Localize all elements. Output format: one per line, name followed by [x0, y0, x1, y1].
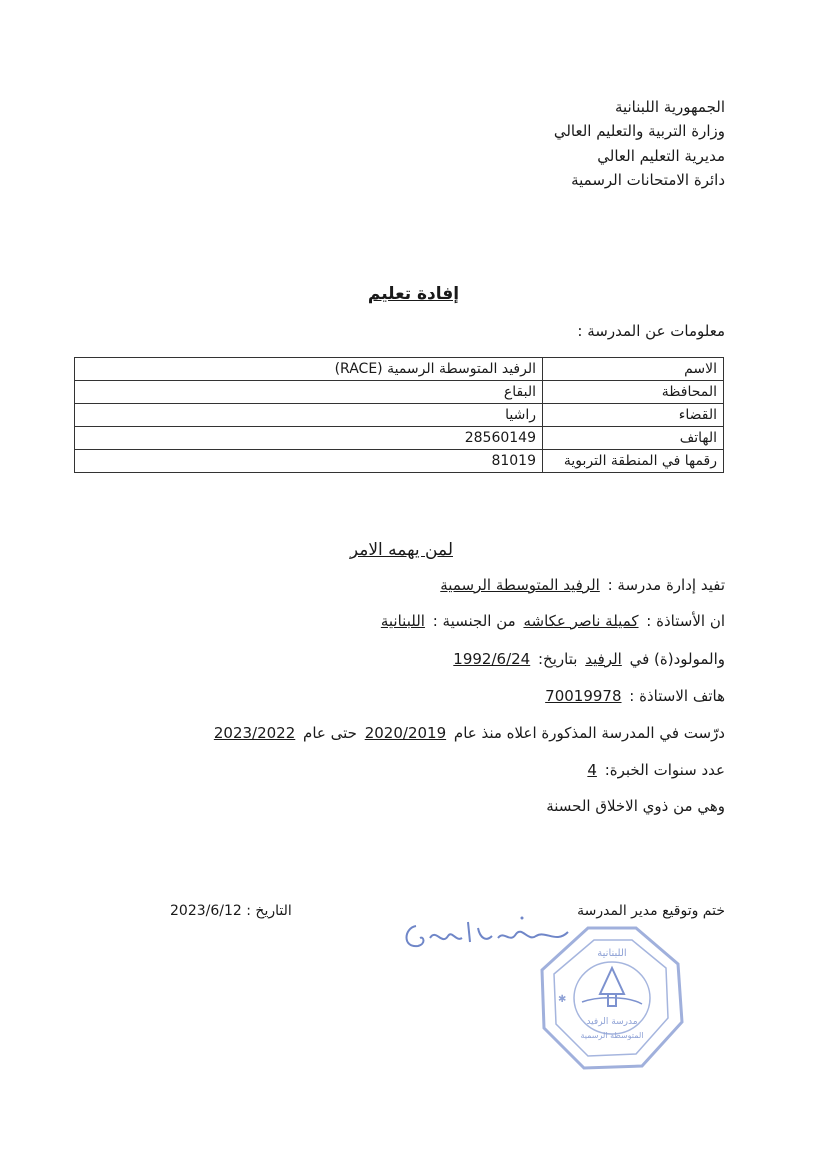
table-row	[75, 427, 724, 450]
svg-text:المتوسطة الرسمية: المتوسطة الرسمية	[580, 1031, 644, 1040]
table-row	[75, 450, 724, 473]
body-text: درّست في المدرسة المذكورة اعلاه منذ عام	[453, 724, 725, 742]
table-cell-value: 28560149	[75, 427, 543, 450]
header-republic: الجمهورية اللبنانية	[614, 98, 725, 116]
table-cell-value: راشيا	[75, 404, 543, 427]
date-value: 2023/6/12	[170, 903, 242, 919]
body-text: ان الأستاذة :	[646, 612, 725, 630]
body-text: حتى عام	[303, 724, 357, 742]
school-info-label: معلومات عن المدرسة :	[577, 322, 725, 340]
teacher-name-value: كميلة ناصر عكاشه	[523, 612, 639, 630]
body-line-birth	[450, 650, 725, 668]
page-title: إفادة تعليم	[367, 284, 460, 304]
header-department: دائرة الامتحانات الرسمية	[571, 171, 725, 189]
year-from-value: 2020/2019	[364, 724, 447, 742]
school-stamp-icon	[538, 924, 686, 1072]
body-line-experience	[584, 761, 725, 779]
body-text: هاتف الاستاذة :	[629, 687, 725, 705]
school-info-table	[74, 357, 724, 473]
body-text: بتاريخ:	[538, 650, 578, 668]
table-cell-value: الرفيد المتوسطة الرسمية (RACE)	[75, 358, 543, 381]
table-row	[75, 358, 724, 381]
svg-text:اللبنانية: اللبنانية	[597, 948, 627, 959]
stamp-signature-label: ختم وتوقيع مدير المدرسة	[577, 903, 725, 919]
teacher-phone-value: 70019978	[545, 687, 622, 705]
body-line-conduct: وهي من ذوي الاخلاق الحسنة	[546, 797, 725, 815]
nationality-value: اللبنانية	[380, 612, 425, 630]
table-cell-label: الاسم	[543, 358, 724, 381]
header-ministry: وزارة التربية والتعليم العالي	[553, 122, 725, 140]
header-directorate: مديرية التعليم العالي	[597, 147, 725, 165]
year-to-value: 2023/2022	[213, 724, 296, 742]
birth-date-value: 1992/6/24	[453, 650, 531, 668]
body-text: من الجنسية :	[432, 612, 516, 630]
body-line-phone	[542, 687, 725, 705]
body-text: تفيد إدارة مدرسة :	[607, 576, 725, 594]
school-name-value: الرفيد المتوسطة الرسمية	[440, 576, 600, 594]
table-cell-label: الهاتف	[543, 427, 724, 450]
table-cell-value: البقاع	[75, 381, 543, 404]
body-text: والمولود(ة) في	[629, 650, 725, 668]
table-cell-label: القضاء	[543, 404, 724, 427]
body-line-school	[437, 576, 725, 594]
table-row	[75, 381, 724, 404]
body-line-years	[211, 724, 725, 742]
experience-years-value: 4	[587, 761, 597, 779]
table-cell-label: المحافظة	[543, 381, 724, 404]
svg-text:مدرسة الرفيد: مدرسة الرفيد	[586, 1017, 638, 1027]
date-label: التاريخ :	[246, 903, 292, 919]
table-cell-value: 81019	[75, 450, 543, 473]
date-line	[170, 903, 292, 919]
body-text: عدد سنوات الخبرة:	[604, 761, 725, 779]
birth-place-value: الرفيد	[585, 650, 622, 668]
table-cell-label: رقمها في المنطقة التربوية	[543, 450, 724, 473]
addressee-heading: لمن يهمه الامر	[349, 540, 453, 560]
svg-text:✱: ✱	[558, 994, 567, 1005]
table-row	[75, 404, 724, 427]
body-line-teacher	[378, 612, 725, 630]
